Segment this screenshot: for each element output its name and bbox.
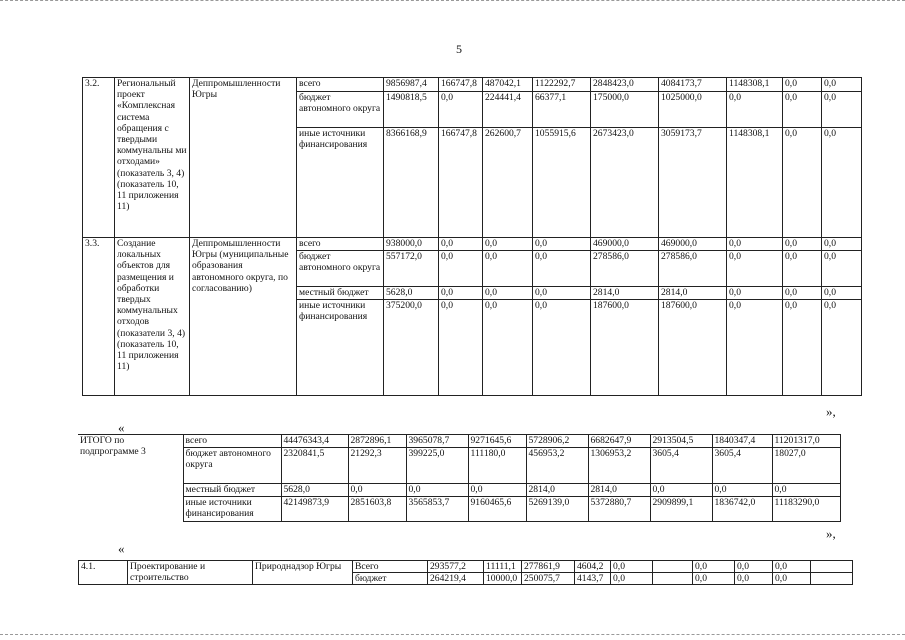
cell-value: 6682647,9 — [588, 435, 650, 448]
cell-value: 0,0 — [822, 92, 862, 128]
cell-value: 1148308,1 — [727, 128, 783, 238]
cell-value: 0,0 — [611, 561, 653, 573]
cell-value: 5628,0 — [384, 287, 439, 300]
table-row — [78, 497, 840, 522]
closing-quote: », — [826, 526, 836, 541]
table-row — [79, 561, 853, 573]
cell-value: 0,0 — [783, 92, 822, 128]
cell-value: 2848423,0 — [591, 78, 659, 92]
opening-quote: « — [118, 541, 125, 556]
funding-source: иные источники финансирования — [183, 497, 281, 522]
cell-value: 3965078,7 — [406, 435, 468, 448]
cell-value: 0,0 — [439, 251, 483, 287]
funding-source: всего — [297, 78, 384, 92]
cell-value: 18027,0 — [772, 448, 840, 484]
cell-value: 0,0 — [822, 287, 862, 300]
funding-source: бюджет — [353, 573, 428, 585]
cell-value: 4143,7 — [575, 573, 611, 585]
cell-value: 0,0 — [533, 251, 591, 287]
cell-value: 0,0 — [439, 92, 483, 128]
scan-edge-top — [0, 0, 905, 3]
cell-value: 3059173,7 — [659, 128, 727, 238]
cell-value: 0,0 — [783, 78, 822, 92]
cell-value: 278586,0 — [591, 251, 659, 287]
cell-value: 375200,0 — [384, 300, 439, 396]
cell-value: 0,0 — [439, 287, 483, 300]
cell-value: 2851603,8 — [348, 497, 406, 522]
cell-value: 0,0 — [783, 251, 822, 287]
cell-value: 3605,4 — [650, 448, 712, 484]
cell-value: 1055915,6 — [533, 128, 591, 238]
cell-value: 2673423,0 — [591, 128, 659, 238]
item-number: 3.2. — [83, 78, 115, 238]
cell-value: 5628,0 — [281, 484, 348, 497]
cell-value: 0,0 — [727, 238, 783, 251]
cell-value: 9271645,6 — [468, 435, 526, 448]
item-number: 4.1. — [79, 561, 128, 585]
scan-edge-bottom — [0, 634, 905, 637]
cell-value: 8366168,9 — [384, 128, 439, 238]
cell-value: 0,0 — [727, 251, 783, 287]
table-row — [78, 448, 840, 484]
cell-value: 277861,9 — [522, 561, 575, 573]
cell-value: 0,0 — [533, 238, 591, 251]
cell-value: 487042,1 — [483, 78, 533, 92]
cell-value: 11201317,0 — [772, 435, 840, 448]
cell-value: 11183290,0 — [772, 497, 840, 522]
empty-cell — [811, 561, 853, 573]
funding-source: всего — [183, 435, 281, 448]
cell-value: 42149873,9 — [281, 497, 348, 522]
funding-source: бюджет автономного округа — [297, 251, 384, 287]
cell-value: 0,0 — [773, 561, 811, 573]
cell-value: 3605,4 — [712, 448, 772, 484]
cell-value: 0,0 — [727, 92, 783, 128]
cell-value: 2913504,5 — [650, 435, 712, 448]
cell-value: 0,0 — [406, 484, 468, 497]
cell-value: 0,0 — [533, 300, 591, 396]
cell-value: 1122292,7 — [533, 78, 591, 92]
cell-value: 0,0 — [727, 287, 783, 300]
funding-source: местный бюджет — [183, 484, 281, 497]
page-number: 5 — [456, 42, 462, 56]
funding-source: всего — [297, 238, 384, 251]
cell-value: 66377,1 — [533, 92, 591, 128]
cell-value: 469000,0 — [659, 238, 727, 251]
cell-value: 4084173,7 — [659, 78, 727, 92]
cell-value: 456953,2 — [526, 448, 588, 484]
table-row — [78, 484, 840, 497]
table-row — [83, 78, 862, 92]
item-name: Проектирование и строительство — [128, 561, 253, 585]
cell-value: 278586,0 — [659, 251, 727, 287]
cell-value: 111180,0 — [468, 448, 526, 484]
cell-value: 166747,8 — [439, 78, 483, 92]
cell-value: 187600,0 — [659, 300, 727, 396]
cell-value: 0,0 — [611, 573, 653, 585]
cell-value: 21292,3 — [348, 448, 406, 484]
cell-value: 5269139,0 — [526, 497, 588, 522]
funding-source: бюджет автономного округа — [183, 448, 281, 484]
cell-value: 5728906,2 — [526, 435, 588, 448]
cell-value: 0,0 — [693, 561, 735, 573]
opening-quote: « — [118, 420, 125, 435]
cell-value: 1148308,1 — [727, 78, 783, 92]
cell-value: 187600,0 — [591, 300, 659, 396]
empty-cell — [653, 561, 693, 573]
program-table-section-4 — [78, 560, 853, 585]
cell-value: 2814,0 — [659, 287, 727, 300]
cell-value: 0,0 — [783, 238, 822, 251]
cell-value: 0,0 — [650, 484, 712, 497]
cell-value: 0,0 — [483, 287, 533, 300]
item-executor: Деппромышленности Югры — [190, 78, 297, 238]
cell-value: 4604,2 — [575, 561, 611, 573]
cell-value: 0,0 — [439, 300, 483, 396]
cell-value: 0,0 — [348, 484, 406, 497]
cell-value: 557172,0 — [384, 251, 439, 287]
empty-cell — [811, 573, 853, 585]
cell-value: 0,0 — [483, 251, 533, 287]
cell-value: 938000,0 — [384, 238, 439, 251]
cell-value: 0,0 — [822, 238, 862, 251]
cell-value: 264219,4 — [428, 573, 484, 585]
item-number: 3.3. — [83, 238, 115, 396]
cell-value: 1840347,4 — [712, 435, 772, 448]
funding-source: местный бюджет — [297, 287, 384, 300]
table-row — [78, 435, 840, 448]
cell-value: 5372880,7 — [588, 497, 650, 522]
cell-value: 10000,0 — [484, 573, 522, 585]
cell-value: 0,0 — [783, 128, 822, 238]
cell-value: 399225,0 — [406, 448, 468, 484]
cell-value: 0,0 — [772, 484, 840, 497]
subprogram-total-table — [78, 434, 841, 522]
cell-value: 0,0 — [822, 128, 862, 238]
funding-source: Всего — [353, 561, 428, 573]
cell-value: 0,0 — [439, 238, 483, 251]
item-name: Создание локальных объектов для размещения и обработки твердых коммунальных отходов (показатели 3, 4) (показатель 10, 11 приложения 11) — [115, 238, 190, 396]
cell-value: 2320841,5 — [281, 448, 348, 484]
cell-value: 11111,1 — [484, 561, 522, 573]
cell-value: 9856987,4 — [384, 78, 439, 92]
cell-value: 0,0 — [693, 573, 735, 585]
empty-cell — [653, 573, 693, 585]
cell-value: 0,0 — [468, 484, 526, 497]
cell-value: 44476343,4 — [281, 435, 348, 448]
cell-value: 0,0 — [727, 300, 783, 396]
cell-value: 2814,0 — [591, 287, 659, 300]
cell-value: 0,0 — [735, 561, 773, 573]
cell-value: 2872896,1 — [348, 435, 406, 448]
cell-value: 469000,0 — [591, 238, 659, 251]
cell-value: 0,0 — [483, 238, 533, 251]
cell-value: 1836742,0 — [712, 497, 772, 522]
program-table-section-3 — [82, 77, 862, 396]
cell-value: 166747,8 — [439, 128, 483, 238]
cell-value: 1025000,0 — [659, 92, 727, 128]
cell-value: 0,0 — [735, 573, 773, 585]
cell-value: 1490818,5 — [384, 92, 439, 128]
item-executor: Деппромышленности Югры (муниципальные образования автономного округа, по согласованию) — [190, 238, 297, 396]
cell-value: 0,0 — [773, 573, 811, 585]
cell-value: 0,0 — [822, 78, 862, 92]
cell-value: 0,0 — [822, 300, 862, 396]
cell-value: 262600,7 — [483, 128, 533, 238]
cell-value: 293577,2 — [428, 561, 484, 573]
item-executor: Природнадзор Югры — [253, 561, 353, 585]
cell-value: 0,0 — [783, 300, 822, 396]
cell-value: 0,0 — [783, 287, 822, 300]
cell-value: 2909899,1 — [650, 497, 712, 522]
cell-value: 0,0 — [822, 251, 862, 287]
funding-source: иные источники финансирования — [297, 300, 384, 396]
cell-value: 0,0 — [483, 300, 533, 396]
cell-value: 175000,0 — [591, 92, 659, 128]
cell-value: 0,0 — [533, 287, 591, 300]
funding-source: бюджет автономного округа — [297, 92, 384, 128]
cell-value: 2814,0 — [588, 484, 650, 497]
table-row — [83, 238, 862, 251]
closing-quote: », — [826, 404, 836, 419]
cell-value: 224441,4 — [483, 92, 533, 128]
cell-value: 2814,0 — [526, 484, 588, 497]
total-label: ИТОГО по подпрограмме 3 — [78, 435, 183, 522]
funding-source: иные источники финансирования — [297, 128, 384, 238]
item-name: Региональный проект «Комплексная система обращения с твердыми коммунальны ми отходами» (показатель 3, 4) (показатель 10, 11 приложения 11) — [115, 78, 190, 238]
cell-value: 250075,7 — [522, 573, 575, 585]
cell-value: 3565853,7 — [406, 497, 468, 522]
cell-value: 1306953,2 — [588, 448, 650, 484]
cell-value: 0,0 — [712, 484, 772, 497]
cell-value: 9160465,6 — [468, 497, 526, 522]
